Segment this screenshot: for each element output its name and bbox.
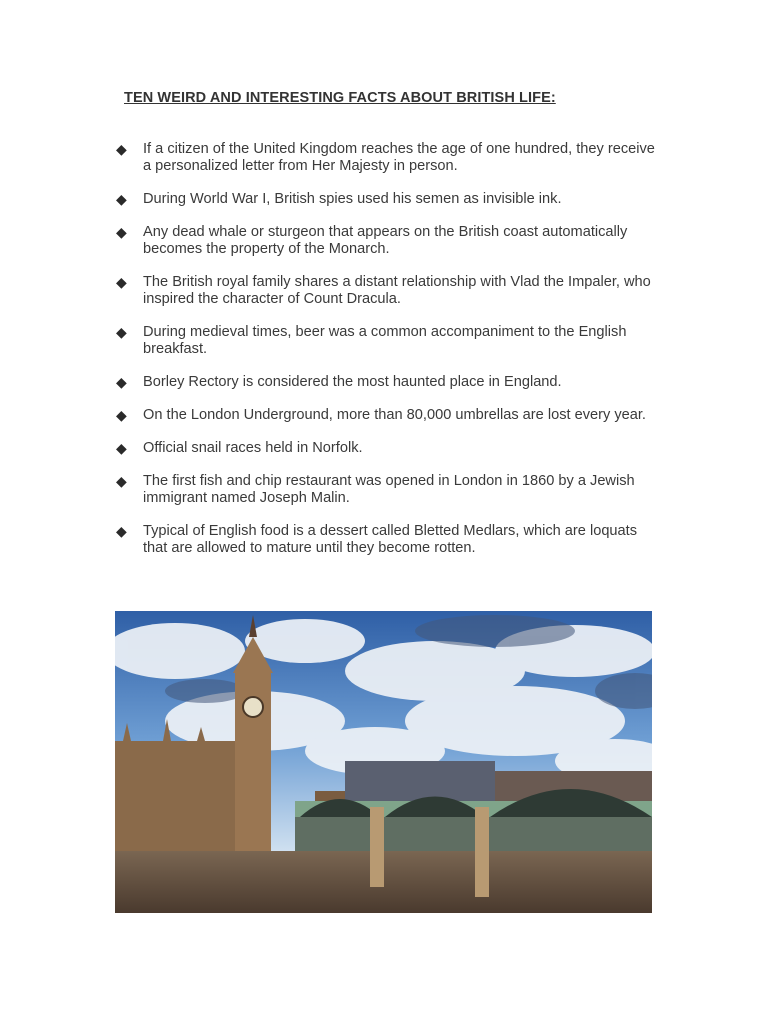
fact-text: Typical of English food is a dessert called Bletted Medlars, which are loquats that are allowed to mature until they become rotten. <box>143 523 638 556</box>
fact-item <box>116 523 656 557</box>
fact-text: On the London Underground, more than 80,000 umbrellas are lost every year. <box>143 407 646 423</box>
facts-list <box>116 141 656 573</box>
fact-text: The British royal family shares a distant relationship with Vlad the Impaler, who inspired the character of Count Dracula. <box>143 274 651 307</box>
big-ben-westminster-photo <box>115 611 652 913</box>
fact-item <box>116 473 656 507</box>
diamond-bullet-icon: ◆ <box>116 407 127 423</box>
fact-item <box>116 407 656 424</box>
fact-item <box>116 191 656 208</box>
diamond-bullet-icon: ◆ <box>116 523 127 539</box>
fact-item <box>116 274 656 308</box>
fact-text: During medieval times, beer was a common accompaniment to the English breakfast. <box>143 324 627 357</box>
diamond-bullet-icon: ◆ <box>116 440 127 456</box>
diamond-bullet-icon: ◆ <box>116 324 127 340</box>
fact-text: Any dead whale or sturgeon that appears on the British coast automatically becomes the property of the Monarch. <box>143 224 628 257</box>
fact-item <box>116 224 656 258</box>
fact-item <box>116 374 656 391</box>
diamond-bullet-icon: ◆ <box>116 374 127 390</box>
fact-item <box>116 440 656 457</box>
fact-text: During World War I, British spies used his semen as invisible ink. <box>143 191 562 207</box>
diamond-bullet-icon: ◆ <box>116 224 127 240</box>
diamond-bullet-icon: ◆ <box>116 141 127 157</box>
diamond-bullet-icon: ◆ <box>116 274 127 290</box>
fact-item <box>116 324 656 358</box>
fact-text: Official snail races held in Norfolk. <box>143 440 363 456</box>
fact-text: Borley Rectory is considered the most haunted place in England. <box>143 374 562 390</box>
page-title: TEN WEIRD AND INTERESTING FACTS ABOUT BRITISH LIFE: <box>124 90 556 106</box>
fact-text: The first fish and chip restaurant was opened in London in 1860 by a Jewish immigrant named Joseph Malin. <box>143 473 635 506</box>
diamond-bullet-icon: ◆ <box>116 473 127 489</box>
diamond-bullet-icon: ◆ <box>116 191 127 207</box>
fact-text: If a citizen of the United Kingdom reaches the age of one hundred, they receive a personalized letter from Her Majesty in person. <box>143 141 655 174</box>
fact-item <box>116 141 656 175</box>
